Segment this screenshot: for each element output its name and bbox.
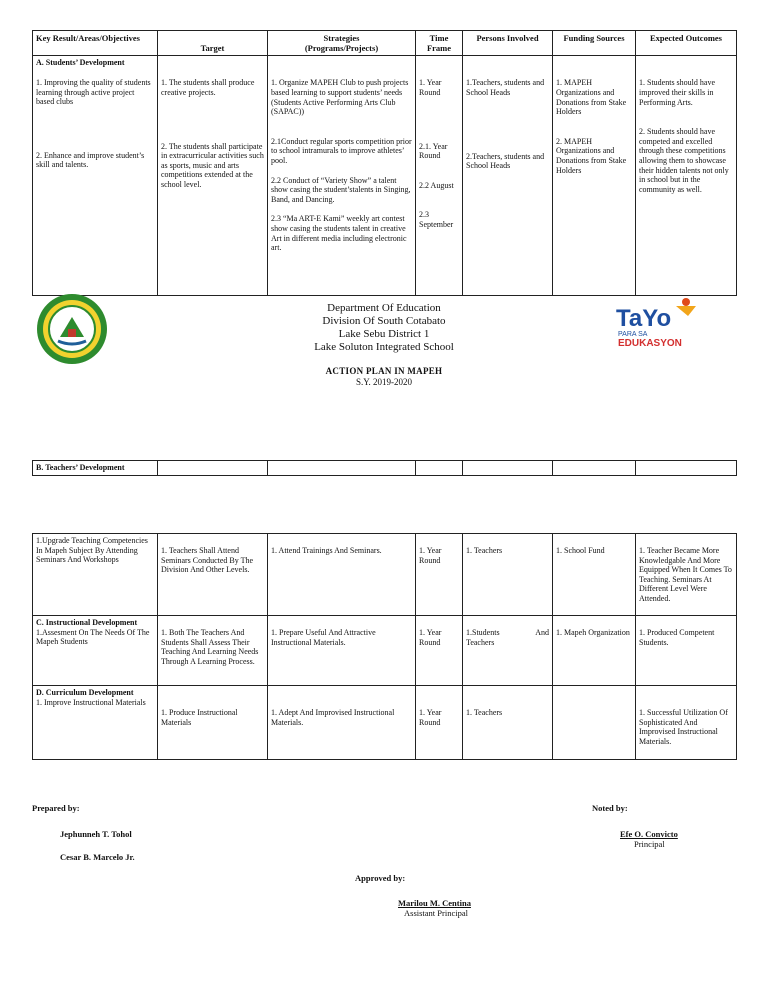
instructional-key <box>33 616 158 686</box>
teachers-persons: 1. Teachers <box>463 534 553 616</box>
teachers-objective: 1.Upgrade Teaching Competencies In Mapeh Subject By Attending Seminars And Workshops <box>33 534 158 616</box>
expected-cell <box>636 56 737 296</box>
curriculum-expected: 1. Successful Utilization Of Sophisticated And Improvised Instructional Materials. <box>636 686 737 760</box>
header-key: Key Result/Areas/Objectives <box>33 31 158 56</box>
objective-2: 2. Enhance and improve student’s skill and talents. <box>36 150 145 170</box>
target-cell <box>158 56 268 296</box>
instructional-persons-c: Teachers <box>466 637 495 647</box>
strategy-2-1: 2.1Conduct regular sports competition prior to school intramurals to improve athletes’ pool. <box>271 136 412 165</box>
key-cell <box>33 56 158 296</box>
letterhead <box>0 302 768 354</box>
teachers-strategy: 1. Attend Trainings And Seminars. <box>268 534 416 616</box>
expected-1: 1. Students should have improved their skills in Performing Arts. <box>639 78 715 107</box>
instructional-strategy: 1. Prepare Useful And Attractive Instructional Materials. <box>268 616 416 686</box>
letterhead-line3: Lake Sebu District 1 <box>338 328 430 340</box>
strategy-2-2: 2.2 Conduct of “Variety Show” a talent show casing the student’stalents in Singing, Band, and Dancing. <box>271 175 411 204</box>
prepared-by-label: Prepared by: <box>32 803 80 813</box>
preparer-1-name: Jephunneh T. Tohol <box>60 829 132 839</box>
table-row <box>33 461 737 476</box>
instructional-time: 1. Year Round <box>416 616 463 686</box>
section-title-teachers: B. Teachers’ Development <box>33 461 158 476</box>
school-year: S.Y. 2019-2020 <box>355 377 413 387</box>
header-target: Target <box>158 31 268 56</box>
approver-name: Marilou M. Centina <box>398 898 471 908</box>
table-row <box>33 56 737 296</box>
funding-1: 1. MAPEH Organizations and Donations from Stake Holders <box>556 78 627 117</box>
funding-cell <box>553 56 636 296</box>
curriculum-strategy: 1. Adept And Improvised Instructional Materials. <box>268 686 416 760</box>
letterhead-line1: Department Of Education <box>327 302 441 314</box>
section-title-students: A. Students’ Development <box>36 58 125 68</box>
target-1: 1. The students shall produce creative projects. <box>161 78 255 97</box>
curriculum-time: 1. Year Round <box>416 686 463 760</box>
header-strategies <box>268 31 416 56</box>
teachers-funding: 1. School Fund <box>553 534 636 616</box>
instructional-persons-b: And <box>535 628 549 637</box>
header-time-line2: Frame <box>426 43 452 54</box>
instructional-persons <box>463 616 553 686</box>
development-plan-table <box>32 533 737 760</box>
time-2-3: 2.3 September <box>419 210 454 229</box>
brand-sub2-text: EDUKASYON <box>618 338 682 348</box>
teachers-expected: 1. Teacher Became More Knowledgable And More Equipped When It Comes To Teaching. Seminars At Different Level Were Attended. <box>636 534 737 616</box>
letterhead-line4: Lake Soluton Integrated School <box>314 341 454 353</box>
teachers-target: 1. Teachers Shall Attend Seminars Conducted By The Division And Other Levels. <box>158 534 268 616</box>
table-row <box>33 534 737 616</box>
section-title-curriculum: D. Curriculum Development <box>36 688 134 697</box>
target-2: 2. The students shall participate in extracurricular activities such as sports, music and arts competitions extended at the school level. <box>161 141 264 189</box>
brand-sub1-text: PARA SA <box>618 331 648 338</box>
strategy-2-3: 2.3 “Ma ART-E Kami” weekly art contest show casing the students talent in creative Art in different media including electronic art. <box>271 214 407 253</box>
teachers-time: 1. Year Round <box>416 534 463 616</box>
section-title-instructional: C. Instructional Development <box>36 618 138 627</box>
noted-by-label: Noted by: <box>592 803 628 813</box>
letterhead-line2: Division Of South Cotabato <box>322 315 446 327</box>
curriculum-objective: 1. Improve Instructional Materials <box>36 697 146 707</box>
persons-cell <box>463 56 553 296</box>
funding-2: 2. MAPEH Organizations and Donations from Stake Holders <box>556 136 627 175</box>
header-strategies-line2: (Programs/Projects) <box>304 43 379 54</box>
header-time-line1: Time <box>429 33 449 43</box>
teachers-section-header-table <box>32 460 737 476</box>
document-title: ACTION PLAN IN MAPEH <box>325 366 443 376</box>
instructional-target: 1. Both The Teachers And Students Shall Assess Their Teaching And Learning Needs Through A Learning Process. <box>158 616 268 686</box>
header-time <box>416 31 463 56</box>
header-strategies-line1: Strategies <box>323 33 360 43</box>
preparer-2-name: Cesar B. Marcelo Jr. <box>60 852 135 862</box>
curriculum-key <box>33 686 158 760</box>
time-1: 1. Year Round <box>419 78 442 97</box>
noter-name: Efe O. Convicto <box>620 829 678 839</box>
brand-main-text: TaYo <box>616 305 672 332</box>
objective-1: 1. Improving the quality of students learning through active project based clubs <box>36 77 151 107</box>
approved-by-label: Approved by: <box>355 873 406 883</box>
time-2-2: 2.2 August <box>419 180 454 190</box>
header-persons: Persons Involved <box>463 31 553 56</box>
approver-title: Assistant Principal <box>404 908 468 918</box>
persons-1: 1.Teachers, students and School Heads <box>466 78 545 97</box>
strategy-cell <box>268 56 416 296</box>
curriculum-target: 1. Produce Instructional Materials <box>158 686 268 760</box>
curriculum-funding <box>553 686 636 760</box>
table-header-row <box>33 31 737 56</box>
instructional-expected: 1. Produced Competent Students. <box>636 616 737 686</box>
strategy-1: 1. Organize MAPEH Club to push projects based learning to support students’ needs (Students Active Performing Arts Club (SAPAC)) <box>271 78 409 117</box>
instructional-persons-a: 1.Students <box>466 628 500 637</box>
instructional-funding: 1. Mapeh Organization <box>553 616 636 686</box>
noter-title: Principal <box>634 839 665 849</box>
table-row <box>33 616 737 686</box>
header-funding: Funding Sources <box>553 31 636 56</box>
students-development-table <box>32 30 737 296</box>
table-row <box>33 686 737 760</box>
persons-2: 2.Teachers, students and School Heads <box>466 151 545 171</box>
expected-2: 2. Students should have competed and excelled through these competitions allowing them to showcase their hidden talents not only in school but in the community as well. <box>639 127 729 194</box>
time-cell <box>416 56 463 296</box>
header-expected: Expected Outcomes <box>636 31 737 56</box>
curriculum-persons: 1. Teachers <box>463 686 553 760</box>
time-2-1: 2.1. Year Round <box>419 141 448 161</box>
instructional-objective: 1.Assesment On The Needs Of The Mapeh Students <box>36 627 150 647</box>
